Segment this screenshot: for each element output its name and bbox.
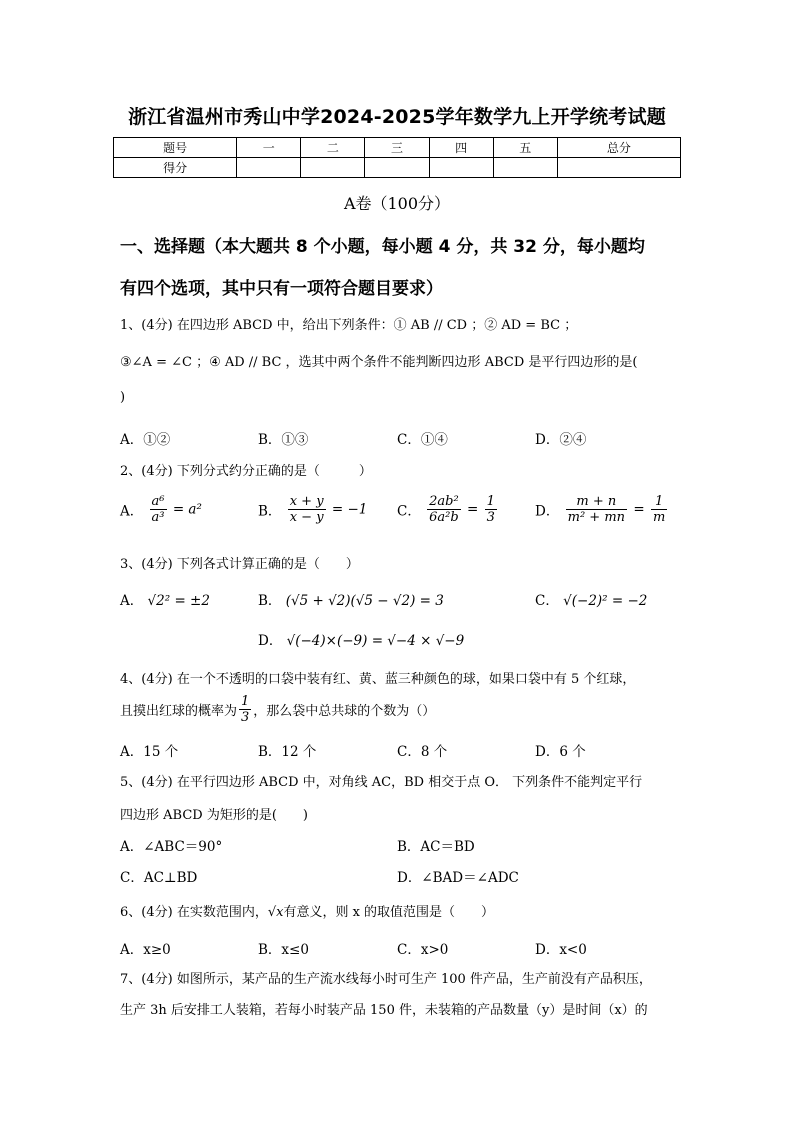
q6-option-a: A．x≥0 xyxy=(120,942,171,958)
q1-line1: 1、(4分) 在四边形 ABCD 中，给出下列条件：① AB // CD ；② AD = BC ； xyxy=(120,318,578,333)
q7-line2: 生产 3h 后安排工人装箱，若每小时装产品 150 件，未装箱的产品数量（y）是时间（x）的 xyxy=(120,1003,648,1018)
q3-option-b xyxy=(258,589,444,609)
score-cell xyxy=(237,158,301,178)
expression: √2² = ±2 xyxy=(147,593,210,609)
fraction xyxy=(566,494,627,525)
q7-line1: 7、(4分) 如图所示，某产品的生产流水线每小时可生产 100 件产品，生产前没有产品积压， xyxy=(120,972,652,987)
score-cell xyxy=(301,158,365,178)
q3-option-c xyxy=(535,589,647,609)
q1-line3: ) xyxy=(120,390,126,405)
score-cell xyxy=(429,158,493,178)
q4-option-c: C．8 个 xyxy=(397,744,448,760)
score-table xyxy=(113,137,681,178)
fraction xyxy=(150,494,167,525)
section-heading-line2: 有四个选项，其中只有一项符合题目要求） xyxy=(120,279,443,299)
q4-line2 xyxy=(120,694,435,725)
score-table-score-row xyxy=(114,158,681,178)
q2-option-a xyxy=(120,494,202,525)
numerator: 1 xyxy=(241,694,250,709)
q5-line2: 四边形 ABCD 为矩形的是( ) xyxy=(120,808,308,823)
score-header-cell: 二 xyxy=(301,138,365,158)
q4-line1: 4、(4分) 在一个不透明的口袋中装有红、黄、蓝三种颜色的球，如果口袋中有 5 个红球， xyxy=(120,672,636,687)
score-header-cell: 五 xyxy=(493,138,557,158)
q1-option-b: B．①③ xyxy=(258,432,309,448)
option-label: A． xyxy=(120,503,144,520)
score-cell xyxy=(493,158,557,178)
q6-option-b: B．x≤0 xyxy=(258,942,309,958)
q5-line1: 5、(4分) 在平行四边形 ABCD 中，对角线 AC，BD 相交于点 O． 下列条件不能判定平行 xyxy=(120,775,643,790)
option-label: B． xyxy=(258,503,282,520)
q2-option-d xyxy=(535,494,669,525)
sqrt-x-expression: √x xyxy=(267,905,284,920)
fraction xyxy=(288,494,326,525)
numerator: a⁶ xyxy=(151,494,165,509)
q5-option-d: D．∠BAD＝∠ADC xyxy=(397,870,519,886)
option-label: D． xyxy=(258,633,283,649)
expression: (√5 + √2)(√5 − √2) = 3 xyxy=(285,593,444,609)
q4-line2-pre: 且摸出红球的概率为 xyxy=(120,704,238,719)
volume-heading: A卷（100分） xyxy=(343,194,451,213)
q4-option-d: D．6 个 xyxy=(535,744,586,760)
score-header-cell: 三 xyxy=(365,138,429,158)
expression: = a² xyxy=(172,501,202,518)
expression: √(−4)×(−9) = √−4 × √−9 xyxy=(286,633,465,649)
q1-line2: ③∠A = ∠C ；④ AD // BC ，选其中两个条件不能判断四边形 ABCD 是平行四边形的是( xyxy=(120,355,638,370)
equals-sign: = xyxy=(633,501,645,518)
numerator: 2ab² xyxy=(429,494,459,509)
option-label: C． xyxy=(397,503,421,520)
denominator: a³ xyxy=(151,510,165,525)
q6-stem-pre: 6、(4分) 在实数范围内， xyxy=(120,905,268,920)
q6-stem xyxy=(120,901,494,920)
q1-option-a: A．①② xyxy=(120,432,171,448)
exam-title: 浙江省温州市秀山中学2024-2025学年数学九上开学统考试题 xyxy=(128,106,666,128)
denominator: 6a²b xyxy=(429,510,459,525)
q6-option-d: D．x<0 xyxy=(535,942,587,958)
q4-option-b: B．12 个 xyxy=(258,744,317,760)
numerator: m + n xyxy=(566,494,627,510)
expression: √(−2)² = −2 xyxy=(563,593,648,609)
q4-line2-post: ，那么袋中总共球的个数为（） xyxy=(253,704,436,719)
denominator: x − y xyxy=(289,510,324,525)
q6-stem-post: 有意义，则 x 的取值范围是（ ） xyxy=(283,905,495,920)
q2-stem: 2、(4分) 下列分式约分正确的是（ ） xyxy=(120,464,372,479)
fraction xyxy=(651,494,667,525)
score-header-cell: 总分 xyxy=(557,138,680,158)
denominator: 3 xyxy=(241,710,250,725)
fraction xyxy=(485,494,497,525)
q2-option-c xyxy=(397,494,499,525)
score-header-cell: 题号 xyxy=(114,138,237,158)
score-row-label: 得分 xyxy=(114,158,237,178)
probability-fraction xyxy=(239,694,251,725)
q3-option-a xyxy=(120,589,210,609)
option-label: C． xyxy=(535,593,559,609)
q4-option-a: A．15 个 xyxy=(120,744,179,760)
score-header-cell: 四 xyxy=(429,138,493,158)
denominator: m xyxy=(652,510,666,525)
expression: = −1 xyxy=(331,501,368,518)
denominator: 3 xyxy=(486,510,495,525)
option-label: B． xyxy=(258,593,282,609)
denominator: m² + mn xyxy=(567,510,626,525)
option-label: D． xyxy=(535,503,560,520)
q1-option-c: C．①④ xyxy=(397,432,448,448)
numerator: 1 xyxy=(651,494,667,510)
q1-option-d: D．②④ xyxy=(535,432,587,448)
q2-option-b xyxy=(258,494,367,525)
numerator: x + y xyxy=(289,494,324,509)
option-label: A． xyxy=(120,593,144,609)
q5-option-a: A．∠ABC＝90° xyxy=(120,839,223,855)
q3-stem: 3、(4分) 下列各式计算正确的是（ ） xyxy=(120,557,359,572)
score-table-header-row xyxy=(114,138,681,158)
q6-option-c: C．x>0 xyxy=(397,942,449,958)
fraction xyxy=(427,494,461,525)
section-heading-line1: 一、选择题（本大题共 8 个小题，每小题 4 分，共 32 分，每小题均 xyxy=(120,237,645,257)
q5-option-c: C．AC⊥BD xyxy=(120,870,198,886)
score-header-cell: 一 xyxy=(237,138,301,158)
score-cell xyxy=(365,158,429,178)
q5-option-b: B．AC＝BD xyxy=(397,839,475,855)
q3-option-d xyxy=(258,629,464,649)
score-cell xyxy=(557,158,680,178)
equals-sign: = xyxy=(467,501,479,518)
numerator: 1 xyxy=(486,494,495,509)
